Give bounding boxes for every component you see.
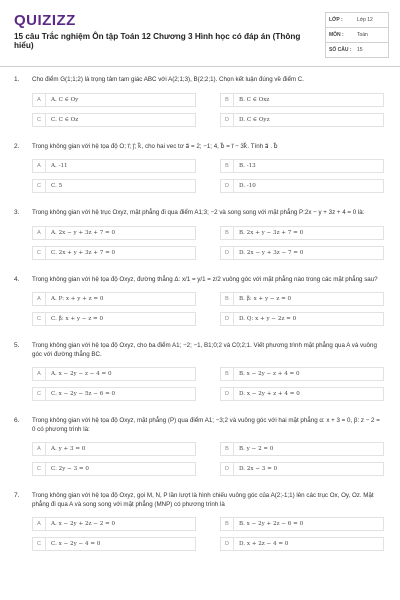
option-text: D. 2x − y + 3z − 7 = 0 xyxy=(239,249,304,256)
option-d[interactable] xyxy=(220,246,384,260)
option-text: B. C ∈ Oxz xyxy=(239,96,270,103)
option-text: D. Q: x + y − 2z = 0 xyxy=(239,316,297,322)
question-number: 2. xyxy=(14,142,20,150)
option-letter: C xyxy=(33,538,46,550)
option-text: B. 2x + y − 3z + 7 = 0 xyxy=(239,229,304,236)
option-b[interactable] xyxy=(220,226,384,240)
option-letter: C xyxy=(33,463,46,475)
meta-key: LỚP : xyxy=(329,17,343,23)
options-grid xyxy=(32,226,384,260)
option-text: B. y − 2 = 0 xyxy=(239,446,274,452)
option-a[interactable] xyxy=(32,93,196,107)
question-item xyxy=(0,209,400,260)
page-title: 15 câu Trắc nghiệm Ôn tập Toán 12 Chương 3 Hình học có đáp án (Thông hiểu) xyxy=(14,32,301,50)
option-d[interactable] xyxy=(220,312,384,326)
option-letter: C xyxy=(33,114,46,126)
meta-row-subject xyxy=(326,28,388,43)
option-a[interactable] xyxy=(32,226,196,240)
option-b[interactable] xyxy=(220,442,384,456)
option-letter: D xyxy=(221,313,234,325)
option-letter: C xyxy=(33,247,46,259)
option-c[interactable] xyxy=(32,312,196,326)
option-d[interactable] xyxy=(220,179,384,193)
option-letter: D xyxy=(221,247,234,259)
option-text: D. x + 2z − 4 = 0 xyxy=(239,541,289,547)
option-c[interactable] xyxy=(32,179,196,193)
meta-value: Lớp 12 xyxy=(357,17,373,23)
option-text: C. 5 xyxy=(51,183,63,189)
option-a[interactable] xyxy=(32,442,196,456)
option-d[interactable] xyxy=(220,113,384,127)
option-letter: B xyxy=(221,443,234,455)
option-b[interactable] xyxy=(220,517,384,531)
question-number: 4. xyxy=(14,275,20,283)
option-letter: A xyxy=(33,368,46,380)
option-text: B. β: x + y − z = 0 xyxy=(239,296,292,302)
option-text: A. C ∈ Oy xyxy=(51,96,79,103)
meta-key: SỐ CÂU : xyxy=(329,47,352,53)
option-text: C. 2y − 3 = 0 xyxy=(51,466,89,472)
question-number: 3. xyxy=(14,209,20,216)
option-d[interactable] xyxy=(220,387,384,401)
option-a[interactable] xyxy=(32,367,196,381)
question-text: Cho điểm G(1;1;2) là trọng tâm tam giác ABC với A(2;1;3), B(2;2;1). Chọn kết luận đúng về điểm C. xyxy=(32,76,304,83)
meta-table xyxy=(325,12,389,58)
option-c[interactable] xyxy=(32,387,196,401)
option-text: A. y + 3 = 0 xyxy=(51,446,86,452)
meta-key: MÔN : xyxy=(329,32,344,38)
option-text: C. 2x + y + 3z + 7 = 0 xyxy=(51,249,116,256)
option-b[interactable] xyxy=(220,292,384,306)
option-text: C. x − 2y − 5z − 6 = 0 xyxy=(51,391,116,397)
question-item xyxy=(0,143,400,194)
option-text: A. x − 2y + 2z − 2 = 0 xyxy=(51,521,116,527)
question-item xyxy=(0,417,400,476)
option-letter: B xyxy=(221,227,234,239)
options-grid xyxy=(32,93,384,127)
option-letter: C xyxy=(33,180,46,192)
option-letter: D xyxy=(221,114,234,126)
option-b[interactable] xyxy=(220,159,384,173)
options-grid xyxy=(32,517,384,551)
option-letter: C xyxy=(33,313,46,325)
option-b[interactable] xyxy=(220,93,384,107)
option-a[interactable] xyxy=(32,292,196,306)
option-letter: B xyxy=(221,94,234,106)
option-text: A. x − 2y − z − 4 = 0 xyxy=(51,371,112,377)
option-letter: A xyxy=(33,293,46,305)
question-item xyxy=(0,76,400,127)
question-text: Trong không gian với hệ tọa độ Oxyz, gọi M, N, P lần lượt là hình chiếu vuông góc của A(2;-1;1) lên các trục Ox, Oy, Oz. Mặt phẳng đi qua A và song song với mặt phẳng (MNP) có phương trình là xyxy=(32,492,374,508)
option-text: D. x − 2y + z + 4 = 0 xyxy=(239,391,300,397)
option-c[interactable] xyxy=(32,462,196,476)
option-text: C. x − 2y − 4 = 0 xyxy=(51,541,101,547)
options-grid xyxy=(32,367,384,401)
question-number: 1. xyxy=(14,76,20,83)
option-letter: A xyxy=(33,443,46,455)
question-number: 6. xyxy=(14,417,20,424)
option-d[interactable] xyxy=(220,462,384,476)
meta-row-count xyxy=(326,43,388,57)
question-item xyxy=(0,492,400,551)
option-letter: A xyxy=(33,227,46,239)
question-list xyxy=(0,76,400,567)
question-number: 7. xyxy=(14,492,20,499)
option-letter: D xyxy=(221,180,234,192)
option-a[interactable] xyxy=(32,517,196,531)
option-d[interactable] xyxy=(220,537,384,551)
option-letter: B xyxy=(221,368,234,380)
options-grid xyxy=(32,292,384,326)
option-text: A. P: x + y + z = 0 xyxy=(51,296,104,302)
question-text: Trong không gian với hệ tọa độ Oxyz, mặt phẳng (P) qua điểm A1; −3;2 và vuông góc với hai mặt phẳng α: x + 3 = 0, β: z − 2 = 0 có phương trình là: xyxy=(32,417,380,433)
option-text: D. C ∈ Oyz xyxy=(239,116,270,123)
option-text: A. -11 xyxy=(51,163,68,169)
question-text: Trong không gian với hệ tọa độ O; i⃗; j⃗; k⃗, cho hai vec tơ a⃗ = 2; −1; 4, b⃗ = i⃗ − 3k⃗. Tính a⃗ . b⃗ xyxy=(32,142,278,150)
question-item xyxy=(0,342,400,401)
option-letter: A xyxy=(33,94,46,106)
option-b[interactable] xyxy=(220,367,384,381)
option-letter: C xyxy=(33,388,46,400)
option-text: B. -13 xyxy=(239,163,256,169)
question-text: Trong không gian với hệ tọa độ Oxyz, đường thẳng Δ: x/1 = y/1 = z/2 vuông góc với mặt phẳng nào trong các mặt phẳng sau? xyxy=(32,275,378,283)
option-letter: B xyxy=(221,160,234,172)
option-text: C. β: x + y − z = 0 xyxy=(51,316,104,322)
meta-row-class xyxy=(326,13,388,28)
option-text: D. -10 xyxy=(239,183,256,189)
option-letter: D xyxy=(221,538,234,550)
option-letter: B xyxy=(221,293,234,305)
options-grid xyxy=(32,159,384,193)
question-text: Trong không gian với hệ trục Oxyz, mặt phẳng đi qua điểm A1;3; −2 và song song với mặt phẳng P:2x − y + 3z + 4 = 0 là: xyxy=(32,209,365,216)
options-grid xyxy=(32,442,384,476)
option-text: D. 2x − 3 = 0 xyxy=(239,466,278,472)
option-text: C. C ∈ Oz xyxy=(51,116,79,123)
question-number: 5. xyxy=(14,342,20,349)
question-item xyxy=(0,276,400,327)
meta-value: Toán xyxy=(357,32,368,38)
option-a[interactable] xyxy=(32,159,196,173)
option-text: B. x − 2y + 2z − 6 = 0 xyxy=(239,521,304,527)
meta-value: 15 xyxy=(357,47,363,53)
option-text: A. 2x − y + 3z + 7 = 0 xyxy=(51,229,116,236)
quizizz-logo: QUIZIZZ xyxy=(14,12,76,29)
option-c[interactable] xyxy=(32,246,196,260)
option-text: B. x − 2y − z + 4 = 0 xyxy=(239,371,300,377)
option-letter: A xyxy=(33,518,46,530)
option-letter: A xyxy=(33,160,46,172)
option-c[interactable] xyxy=(32,113,196,127)
question-text: Trong không gian với hệ tọa độ Oxyz, cho ba điểm A1; −2; −1, B1;0;2 và C0;2;1. Viết phương trình mặt phẳng qua A và vuông góc với đường thẳng BC. xyxy=(32,342,377,358)
page-header xyxy=(0,0,400,67)
option-letter: D xyxy=(221,463,234,475)
option-letter: D xyxy=(221,388,234,400)
option-c[interactable] xyxy=(32,537,196,551)
option-letter: B xyxy=(221,518,234,530)
